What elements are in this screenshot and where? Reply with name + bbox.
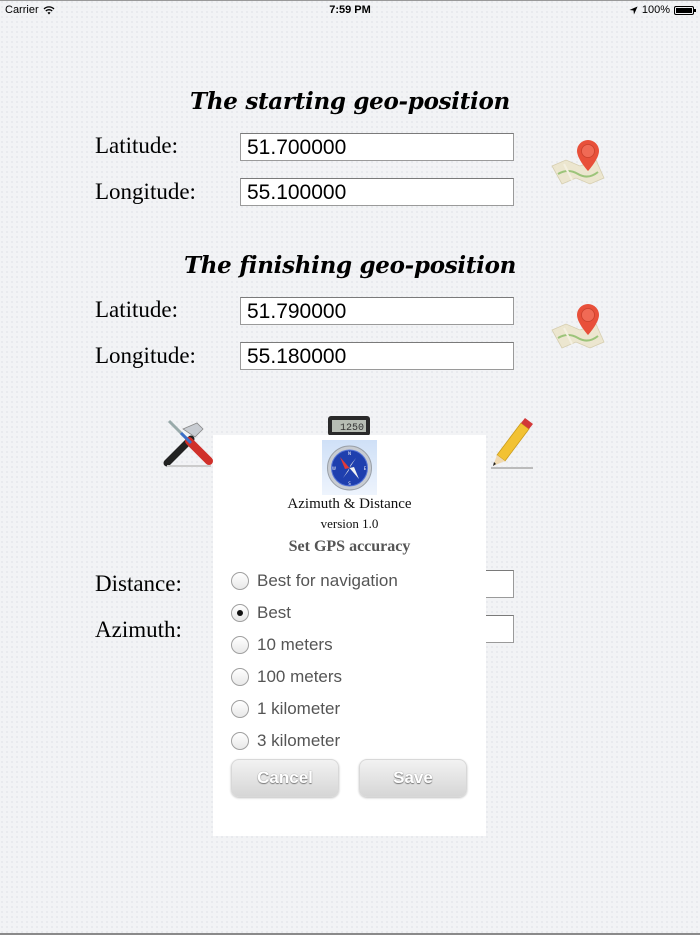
gps-accuracy-dialog — [213, 435, 486, 836]
battery-icon — [674, 6, 694, 15]
radio-button[interactable] — [231, 700, 249, 718]
app-version: version 1.0 — [320, 516, 379, 531]
finish-longitude-input[interactable]: 55.180000 — [240, 342, 514, 370]
radio-option-best[interactable] — [231, 601, 291, 625]
starting-position-title: The starting geo-position — [190, 88, 510, 115]
azimuth-label: Azimuth: — [95, 617, 182, 642]
start-latitude-label: Latitude: — [95, 133, 179, 158]
svg-text:E: E — [363, 466, 367, 471]
status-bar — [0, 1, 700, 21]
radio-option-3-kilometer[interactable] — [231, 729, 340, 753]
radio-button[interactable] — [231, 572, 249, 590]
radio-button[interactable] — [231, 668, 249, 686]
svg-text:W: W — [332, 466, 336, 471]
radio-label: 10 meters — [257, 635, 333, 654]
finish-longitude-label: Longitude: — [95, 343, 196, 368]
finishing-position-title: The finishing geo-position — [183, 252, 517, 279]
start-longitude-label: Longitude: — [95, 179, 196, 204]
dialog-title: Set GPS accuracy — [288, 538, 411, 555]
tools-icon[interactable] — [163, 415, 215, 469]
map-pin-icon[interactable] — [550, 134, 606, 186]
radio-option-1-kilometer[interactable] — [231, 697, 340, 721]
radio-button[interactable] — [231, 732, 249, 750]
radio-option-10-meters[interactable] — [231, 633, 333, 657]
distance-label: Distance: — [95, 571, 182, 596]
app-name: Azimuth & Distance — [287, 496, 412, 512]
pencil-icon[interactable] — [487, 415, 535, 469]
save-button[interactable]: Save — [359, 759, 467, 797]
finish-latitude-input[interactable]: 51.790000 — [240, 297, 514, 325]
svg-text:S: S — [348, 481, 351, 486]
radio-option-best-for-navigation[interactable] — [231, 569, 398, 593]
location-arrow-icon — [629, 6, 638, 15]
radio-label: 100 meters — [257, 667, 343, 686]
radio-label: 1 kilometer — [257, 699, 341, 718]
start-longitude-input[interactable]: 55.100000 — [240, 178, 514, 206]
map-pin-icon[interactable] — [550, 298, 606, 350]
radio-button[interactable] — [231, 636, 249, 654]
finish-latitude-label: Latitude: — [95, 297, 179, 322]
calculator-display: 1250 — [339, 423, 364, 434]
battery-percent: 100% — [641, 4, 670, 16]
compass-icon — [322, 440, 377, 495]
svg-text:N: N — [348, 451, 351, 456]
clock: 7:59 PM — [329, 4, 371, 16]
start-latitude-input[interactable]: 51.700000 — [240, 133, 514, 161]
cancel-button[interactable]: Cancel — [231, 759, 339, 797]
radio-label: 3 kilometer — [257, 731, 341, 750]
radio-button-selected[interactable] — [231, 604, 249, 622]
radio-option-100-meters[interactable] — [231, 665, 342, 689]
carrier-label: Carrier — [5, 4, 39, 16]
calculator-icon[interactable] — [328, 416, 370, 436]
radio-label: Best — [257, 603, 292, 622]
radio-label: Best for navigation — [257, 571, 398, 590]
